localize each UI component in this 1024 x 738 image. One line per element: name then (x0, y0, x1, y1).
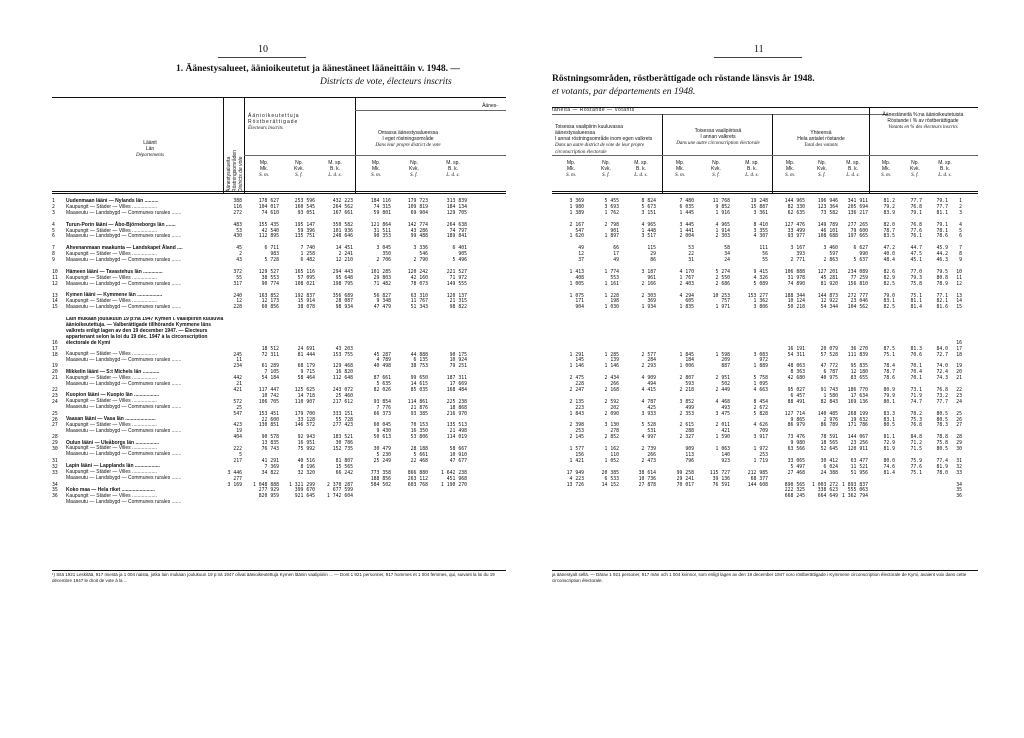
col-other-district-women: 5 455 3 693 1 762 2 798 901 1 897 66 17 49 1 774 553 1 161 1 228 198 1 030 1 285 139 1 146 2 434 266 2 168 2 592 202 2 090 3 130 278 2 852 1 162 110 1 052 20 385 6 533 14 152 (601, 199, 619, 488)
unit-lds2: L. d. s. (446, 173, 460, 178)
unit-sf: S. f. (911, 173, 919, 178)
header-yhteensa (776, 130, 866, 149)
unit-header (902, 160, 928, 179)
header-pct-sv: Röstande i % av röstberättigade (887, 118, 959, 124)
unit-msp: M. sp. (846, 160, 860, 166)
unit-bk2-sv: B. k. (447, 166, 458, 172)
row-label: Koko maa — Hela riket ........................ (66, 486, 155, 493)
header-bottom-rule-2 (52, 193, 506, 194)
header-toisessa2 (666, 128, 770, 147)
unit-msp: M. sp. (938, 160, 952, 166)
header-yhteensa-fi: Yhteensä (810, 130, 832, 136)
row-label: Maaseutu — Landsbygd — Communes rurales ....... (66, 380, 182, 387)
col-pct-men: 81.2 79.2 83.9 82.0 78.7 83.5 47.2 40.0 48.4 82.6 82.9 82.5 79.0 83.1 82.5 87.5 75.1 78.4 78.7 78.6 80.9 79.9 80.1 83.3 83.1 80.5 81.1 72.9 81.9 80.0 74.6 81.4 (883, 199, 895, 476)
row-label: Maaseutu — Landsbygd — Communes rurales ....... (66, 498, 182, 505)
unit-bk: B. k. (635, 166, 646, 172)
unit-kvk: Kvk. (601, 166, 611, 172)
header-toisessa2-sv: I annan valkrets (700, 134, 736, 140)
col-own-men: 184 116 74 315 59 801 121 864 31 511 90 353 3 045 350 2 706 101 285 29 803 71 482 56 827 9 348 47 479 45 287 4 789 40 498 87 661 5 635 82 026 93 854 7 776 66 373 60 045 9 430 50 613 30 479 5 230 25 249 773 358 188 856 584 502 (370, 199, 391, 488)
header-band-rule (552, 114, 888, 115)
header-aanioikeutettuja: Äänioikeutettuja (248, 113, 300, 119)
header-sub-rule (355, 110, 506, 111)
header-yhteensa-sv: Hela antalet röstande (797, 136, 845, 142)
unit-sm: S. m. (566, 173, 576, 178)
row-label: Kaupungit — Städer — Villes .................. (66, 492, 158, 499)
row-label: Kaupungit — Städer — Villes .................. (66, 374, 158, 381)
header-omassa-sv: I eget röstningsområde (382, 136, 434, 142)
col-own-total: 313 839 184 134 129 705 264 638 74 797 189 841 6 401 905 5 496 221 527 71 972 149 555 120 137 21 315 98 822 90 175 10 924 79 251 187 311 17 669 168 484 225 238 18 868 216 970 135 513 21 498 114 019 58 667 10 910 47 677 1 642 238 451 968 1 190 270 (441, 199, 467, 488)
row-label: Hämeen lääni — Tavastehus län .............. (66, 268, 163, 275)
row-label: Maaseutu — Landsbygd — Communes rurales ....... (66, 356, 182, 363)
col-other-district-total: 8 824 5 673 3 151 4 965 1 448 3 517 115 29 86 3 187 961 2 166 2 303 369 1 934 2 577 284 2 293 4 909 494 4 415 4 787 425 3 933 5 528 531 4 997 2 739 266 2 473 38 614 10 736 27 878 (638, 199, 656, 488)
page-number-rule (714, 57, 802, 58)
unit-mk: Mk. (566, 166, 576, 172)
unit-header (776, 160, 804, 179)
unit-kvk2 (400, 160, 428, 179)
col-divider (869, 107, 870, 193)
row-label: Oulun lääni — Uleåborgs län ................. (66, 439, 160, 446)
unit-kvk-sv: Kvk. (294, 166, 304, 172)
header-aanes: Äänes- (482, 103, 498, 109)
unit-mp: Mp. (675, 160, 685, 166)
unit-bk (320, 160, 350, 179)
unit-msp2: M. sp. (446, 160, 460, 166)
row-label: Mikkelin lääni — S:t Michels län ............ (66, 368, 160, 375)
row-label: Maaseutu — Landsbygd — Communes rurales ....... (66, 280, 182, 287)
header-toisessa2-fi: Toisessa vaalipiirissä (694, 128, 742, 134)
unit-mk-sv: Mk. (259, 166, 269, 172)
unit-kvk: Kvk. (910, 166, 920, 172)
header-unit-rule (552, 155, 978, 156)
col-electeurs-women: 253 596 160 545 93 051 195 147 59 396 135 751 7 740 1 258 6 482 165 116 57 095 108 021 192 837 15 914 38 078 24 691 81 444 68 179 9 715 58 464 125 625 14 718 110 907 179 700 33 128 146 572 92 943 16 951 75 992 40 516 8 196 32 320 1 321 299 399 670 921 645 (289, 199, 315, 500)
row-label: Kaupungit — Städer — Villes .................. (66, 227, 158, 234)
unit-bk: B. k. (939, 166, 950, 172)
unit-np: Np. (295, 160, 303, 166)
col-other-circ-men: 7 480 6 035 1 445 3 445 1 441 2 004 53 22 31 4 170 1 767 2 403 4 294 605 1 835 1 845 184 1 006 2 807 593 2 218 3 852 499 2 353 2 615 288 2 327 909 113 796 99 258 29 241 70 017 (676, 199, 694, 488)
row-label: Turun-Porin lääni — Åbo-Björneborgs län ....... (66, 221, 176, 228)
row-label: Kaupungit — Städer — Villes .................. (66, 203, 158, 210)
row-label: Uudenmaan lääni — Nylands län .......... (66, 198, 159, 204)
unit-lds: L. d. s. (328, 173, 342, 178)
unit-bk2 (438, 160, 468, 179)
unit-header (557, 160, 585, 179)
col-divider (355, 97, 356, 193)
row-label: Maaseutu — Landsbygd — Communes rurales ....... (66, 304, 182, 311)
header-laanit-fi: Läänit (143, 140, 157, 146)
header-laan-sv: Län (145, 146, 155, 152)
unit-kvk: Kvk. (711, 166, 721, 172)
col-other-circ-women: 11 768 9 852 1 916 4 965 1 914 2 303 58 34 24 5 274 2 550 2 686 10 253 757 1 971 1 598 209 887 2 951 502 2 449 4 468 493 3 475 2 011 421 1 590 1 063 140 923 115 727 39 136 76 591 (709, 199, 730, 488)
header-laanit (120, 140, 180, 159)
unit-mp: Mp. (259, 160, 269, 166)
row-label: Kaupungit — Städer — Villes .................. (66, 421, 158, 428)
unit-bk-sv: B. k. (329, 166, 340, 172)
unit-np: Np. (818, 160, 826, 166)
left-title: 1. Äänestysalueet, äänioikeutetut ja äänestäneet lääneittäin v. 1948. — (176, 64, 460, 74)
header-rostberattigade: Röstberättigade (248, 119, 299, 125)
header-bottom-rule (552, 191, 978, 192)
row-label: Kaupungit — Städer — Villes .................. (66, 469, 158, 476)
header-toisessa-sv: I annat röstningsområde inom egen valkrets (555, 136, 653, 142)
unit-sf: S. f. (712, 173, 720, 178)
header-votants-band: täneitä — Röstande — Votants (552, 107, 635, 113)
header-departements-fr: Départements (135, 153, 165, 158)
row-label: Kaupungit — Städer — Villes .................. (66, 298, 158, 305)
table-bottom-rule (52, 570, 506, 571)
row-numbers-right: 1 2 3 4 5 6 7 8 9 10 11 12 13 14 15 16 17 18 19 20 21 22 23 24 25 26 27 28 29 30 31 32 33 34 35 36 (956, 199, 962, 500)
row-label: Kaupungit — Städer — Villes .................. (66, 351, 158, 358)
row-labels (66, 199, 224, 506)
col-other-circ-total: 19 248 15 887 3 361 8 410 3 355 4 307 111 56 55 9 415 4 326 5 089 153 277 1 362 3 806 3 083 972 1 889 5 758 1 095 4 663 8 454 2 672 5 828 4 626 709 3 917 1 972 253 1 719 212 985 68 377 144 608 (747, 199, 768, 488)
unit-mp: Mp. (881, 160, 891, 166)
unit-msp: M. sp. (328, 160, 342, 166)
header-omassa-fi: Omassa äänestysalueessa (377, 130, 439, 136)
unit-sf: S. f. (295, 173, 303, 178)
row-label: Vaasan lääni — Vasa län ...................... (66, 415, 156, 422)
header-toisessa-fr: Dans un autre district de vote de leur propre circonscription électorale (555, 143, 645, 155)
row-label: Maaseutu — Landsbygd — Communes rurales ....... (66, 233, 182, 240)
unit-header (666, 160, 694, 179)
header-omassa (358, 130, 458, 149)
header-toisessa-fi: Toisessa vaalipiirin kuuluvassa äänestysalueessa (555, 124, 624, 136)
unit-lds: L. d. s. (745, 173, 759, 178)
unit-bk: B. k. (847, 166, 858, 172)
header-pct-fr: Votants en % des électeurs inscrits (888, 125, 958, 130)
col-districts: 388 116 272 483 53 430 45 2 43 372 55 317 240 12 228 245 11 234 442 21 421 572 25 547 423 19 404 222 5 217 3 446 277 3 169 (227, 199, 242, 488)
row-label: Kaupungit — Städer — Villes .................. (66, 445, 158, 452)
row-label: Kuopion lääni — Kuopio län .................. (66, 392, 160, 399)
header-unit-rule (244, 155, 506, 156)
right-page-number: 11 (754, 44, 764, 55)
unit-mk2 (362, 160, 390, 179)
header-top-rule (52, 97, 506, 98)
unit-lds: L. d. s. (846, 173, 860, 178)
unit-header (702, 160, 730, 179)
left-subtitle: Districts de vote, électeurs inscrits (320, 77, 452, 87)
unit-header (626, 160, 656, 179)
col-total-women: 196 946 123 364 73 582 149 789 46 101 108 688 3 460 597 2 863 127 201 45 281 81 920 144 873 12 922 54 344 20 079 57 528 47 772 6 787 40 975 91 743 1 580 82 843 140 485 2 976 86 789 78 591 18 565 52 645 30 412 6 024 24 388 1 003 272 338 623 664 649 (812, 199, 838, 500)
unit-np2: Np. (410, 160, 418, 166)
col-total-men: 144 965 82 330 62 635 127 476 33 499 93 977 3 167 393 2 771 106 888 31 978 74 890 188 344 10 124 50 218 16 191 54 311 48 063 8 363 42 680 95 027 6 457 88 491 127 714 9 865 86 979 73 476 9 980 63 566 33 065 5 497 27 468 890 565 222 325 668 245 (784, 199, 805, 500)
rot-label-fi: Äänestysalueita (226, 156, 232, 192)
page-number-rule (218, 57, 306, 58)
rot-label-fr: Districts de vote (238, 156, 244, 192)
row-label: Maaseutu — Landsbygd — Communes rurales ....... (66, 257, 182, 264)
unit-lds: L. d. s. (938, 173, 952, 178)
unit-header (873, 160, 899, 179)
col-divider (223, 97, 224, 193)
unit-mk: Mk. (881, 166, 891, 172)
unit-kvk: Kvk. (817, 166, 827, 172)
row-label: Kymen lääni — Kymmene län .................. (66, 292, 163, 299)
unit-mp2: Mp. (371, 160, 381, 166)
unit-kvk (285, 160, 313, 179)
row-numbers-left: 1 2 3 4 5 6 7 8 9 10 11 12 13 14 15 16 17 18 19 20 21 22 23 24 25 26 27 28 29 30 31 32 33 34 35 36 (52, 199, 58, 500)
rot-label-sv: Röstningsområden (232, 150, 238, 192)
left-footnote: ¹) Sitä 1921 Leskitää, 917 miestä ja 1 004 naista, jotka lain mukaan joulukuun 19 p:nä 1947 olivat äänioikeutettuja Kymen läänin vaalipiiriin ... — Dont 1 921 personner, 917 hommes et 1 004 femmes, qui, suivant la loi du 19 décembre 1947 le droit de vote à la ... (52, 572, 495, 583)
unit-sm: S. m. (881, 173, 891, 178)
row-label-kymi-note: Lain mukaan joulukuun 19 p:nä 1947 Kymen l. vaalipiiriin kuuluvia äänioikeutettuja. — Valberättigade tillhörande Kymmene läns valkrets enligt lagen av den 19 december 1947. — Électeurs appartenant selon la loi du 19 déc. 1947 à la circonscription électorale de Kymi (66, 317, 224, 346)
unit-sf: S. f. (818, 173, 826, 178)
col-pct-women: 77.7 76.8 79.1 76.8 77.6 76.1 44.7 47.5 45.1 77.0 79.3 75.8 75.1 81.1 81.4 81.3 70.6 70.1 70.4 70.1 73.1 71.9 74.7 78.2 75.3 76.8 84.8 71.2 71.5 75.9 77.6 75.1 (910, 199, 922, 476)
col-total-all: 341 911 205 694 136 217 277 265 79 600 197 665 6 627 990 5 637 234 089 77 259 156 810 272 777 23 046 104 562 36 270 111 839 95 835 12 180 83 655 186 770 17 634 169 136 268 199 19 632 171 786 144 067 23 256 120 911 63 477 11 521 51 956 1 893 837 555 063 1 362 794 (842, 199, 868, 500)
unit-lds: L. d. s. (634, 173, 648, 178)
unit-sm: S. m. (785, 173, 795, 178)
row-label: Maaseutu — Landsbygd — Communes rurales ....... (66, 475, 182, 481)
unit-kvk2-sv: Kvk. (409, 166, 419, 172)
col-electeurs-men: 178 627 104 017 74 610 155 435 42 540 112 895 6 711 983 5 728 129 527 38 553 90 774 163 852 12 173 60 856 18 512 72 311 61 289 7 105 54 184 117 447 10 742 106 705 153 451 22 600 130 851 90 578 13 835 76 743 41 291 7 369 34 822 1 048 888 277 929 820 959 (253, 199, 279, 500)
row-label: Kaupungit — Städer — Villes .................. (66, 251, 158, 258)
unit-sm: S. m. (259, 173, 269, 178)
row-label: Maaseutu — Landsbygd — Communes rurales ....... (66, 427, 182, 434)
unit-msp: M. sp. (745, 160, 759, 166)
row-label: Maaseutu — Landsbygd — Communes rurales ....... (66, 451, 182, 458)
header-toisessa (555, 124, 660, 156)
unit-msp: M. sp. (634, 160, 648, 166)
unit-sm: S. m. (675, 173, 685, 178)
unit-sf2: S. f. (410, 173, 418, 178)
header-omassa-fr: Dans leur propre district de vote (375, 143, 441, 148)
unit-np: Np. (602, 160, 610, 166)
right-footnote: ja äänestyalt sellä. — Därav 1 921 personer, 917 män och 1 004 kvinnor, som enligt lagen av den 19 december 1947 voro röstberättigade i Kymmene circonscription électorale de Kymi, avaient voix dans cette circonscription électorale. (552, 572, 967, 583)
header-yhteensa-fr: Total des votants (804, 143, 838, 148)
header-electeurs-fr: Électeurs inscrits (248, 126, 283, 131)
unit-mk: Mk. (785, 166, 795, 172)
unit-sf: S. f. (602, 173, 610, 178)
unit-header (592, 160, 620, 179)
row-label: Lapin lääni — Lapplands län .................. (66, 463, 160, 470)
row-label: Ahvenanmaan maakunta — Landskapet Åland .... (66, 245, 183, 252)
unit-np: Np. (911, 160, 919, 166)
header-districts-rotated (226, 150, 244, 192)
table-bottom-rule (552, 570, 978, 571)
row-label: Kaupungit — Städer — Villes .................. (66, 274, 158, 281)
unit-header (838, 160, 868, 179)
unit-mp: Mp. (785, 160, 795, 166)
row-label: Kaupungit — Städer — Villes .................. (66, 398, 158, 405)
unit-header (737, 160, 767, 179)
right-title: Röstningsområden, röstberättigade och röstande länsvis år 1948. (552, 74, 815, 84)
unit-mp: Mp. (566, 160, 576, 166)
unit-sm2: S. m. (371, 173, 381, 178)
header-pct-fi: Äänestäneitä %:na äänioikeutetuista (882, 112, 964, 118)
unit-header (808, 160, 836, 179)
unit-bk: B. k. (746, 166, 757, 172)
col-electeurs-total: 432 223 264 562 167 661 350 582 101 936 248 646 14 451 2 241 12 210 294 443 95 648 198 795 356 689 28 087 98 934 43 203 153 755 129 468 16 820 112 648 243 072 25 460 217 612 333 151 55 728 277 423 183 521 30 786 152 735 81 807 15 565 66 242 2 370 287 677 599 1 742 604 (327, 199, 353, 500)
col-divider (772, 114, 773, 193)
header-electeurs (248, 113, 352, 132)
header-percent (871, 112, 975, 131)
row-label: Maaseutu — Landsbygd — Communes rurales ....... (66, 404, 182, 411)
unit-mk2-sv: Mk. (371, 166, 381, 172)
unit-mk (250, 160, 278, 179)
left-page-number: 10 (258, 44, 268, 55)
col-other-district-men: 3 369 1 980 1 389 2 167 547 1 620 49 12 37 1 413 408 1 005 1 075 171 904 1 291 145 1 146 2 475 228 2 247 2 135 223 1 843 2 398 253 2 145 1 577 156 1 421 17 949 4 223 13 726 (566, 199, 584, 488)
unit-mk: Mk. (675, 166, 685, 172)
header-bottom-rule-2 (552, 193, 978, 194)
header-toisessa2-fr: Dans une autre circonscription électorale (676, 141, 760, 146)
col-divider (244, 97, 245, 193)
right-subtitle: et votants, par départements en 1948. (552, 87, 696, 97)
col-own-women: 179 723 109 819 69 904 142 774 43 286 99 488 3 336 546 2 790 120 242 42 160 78 073 63 310 11 767 51 343 44 888 6 135 38 753 99 650 14 615 85 035 114 861 21 876 93 385 70 153 16 350 53 806 28 188 5 661 22 468 866 880 263 112 603 768 (407, 199, 428, 488)
unit-np: Np. (712, 160, 720, 166)
header-bottom-rule (52, 191, 506, 192)
row-label: Maaseutu — Landsbygd — Communes rurales ....... (66, 209, 182, 216)
col-divider (662, 114, 663, 193)
unit-header (930, 160, 960, 179)
col-pct-total: 79.1 77.7 81.1 79.1 78.1 78.6 45.9 44.2 46.3 79.5 80.8 78.9 77.1 82.1 81.6 84.0 72.7 74.0 72.4 74.3 76.8 73.2 77.7 80.5 80.5 78.3 78.8 75.8 80.5 77.4 81.9 78.0 (936, 199, 948, 476)
